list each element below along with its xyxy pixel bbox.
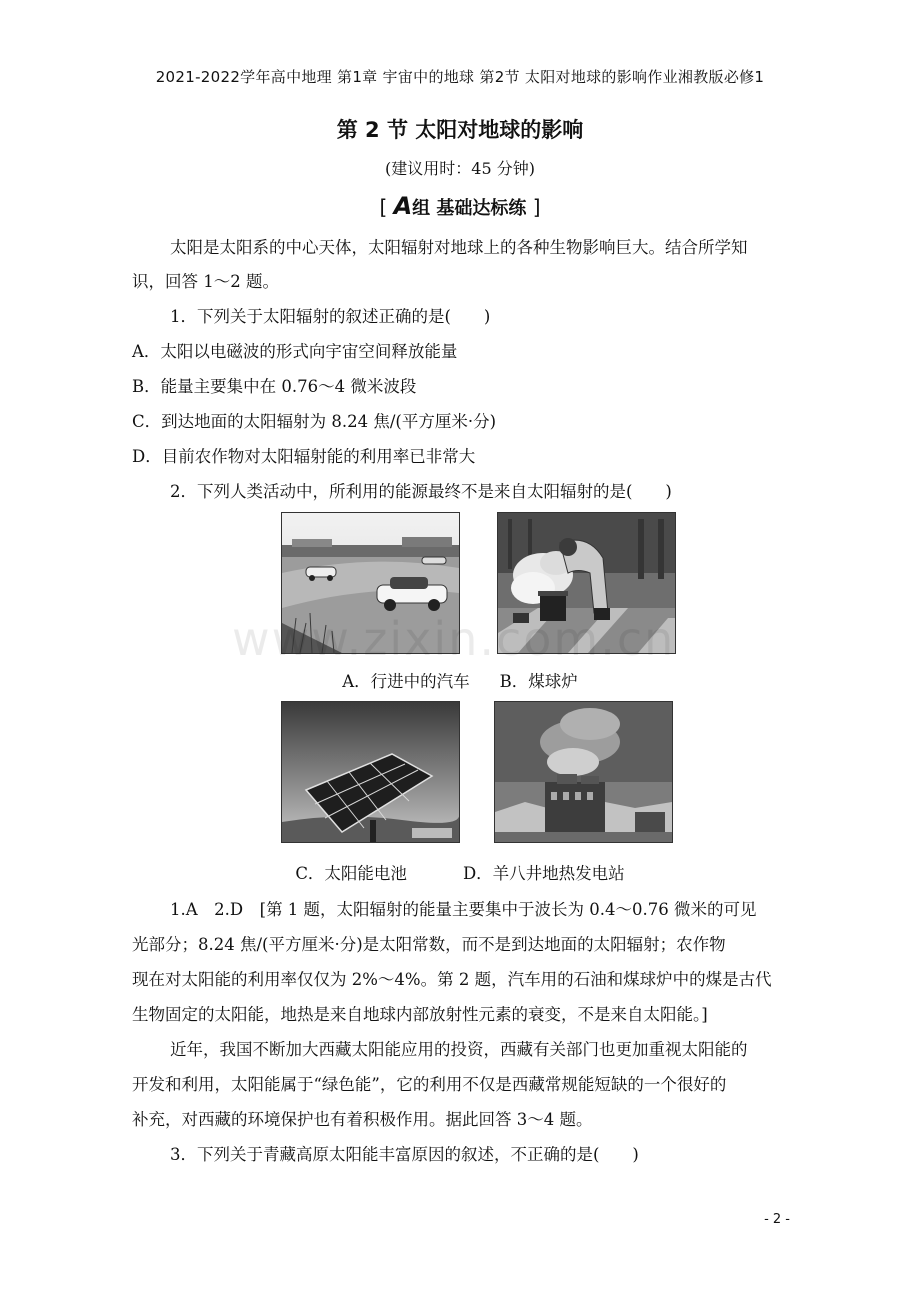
bracket-open: [ xyxy=(379,195,388,219)
intro1-line-1: 太阳是太阳系的中心天体，太阳辐射对地球上的各种生物影响巨大。结合所学知 xyxy=(170,238,748,257)
q3-stem: 3．下列关于青藏高原太阳能丰富原因的叙述，不正确的是( ) xyxy=(170,1145,639,1164)
intro2-line-2: 开发和利用，太阳能属于“绿色能”，它的利用不仅是西藏常规能短缺的一个很好的 xyxy=(132,1075,727,1094)
answer-line-3: 现在对太阳能的利用率仅仅为 2%～4%。第 2 题，汽车用的石油和煤球炉中的煤是古代 xyxy=(132,970,772,989)
photo-geothermal-station xyxy=(494,701,673,843)
photo-solar-panel xyxy=(281,701,460,843)
bracket-close: ] xyxy=(532,195,541,219)
page-number: - 2 - xyxy=(764,1212,790,1227)
answer-line-2: 光部分；8.24 焦/(平方厘米·分)是太阳常数，而不是到达地面的太阳辐射；农作物 xyxy=(132,935,726,954)
group-letter: A xyxy=(393,192,413,220)
suggested-time: (建议用时：45 分钟) xyxy=(385,159,535,178)
q1-option-c: C．到达地面的太阳辐射为 8.24 焦/(平方厘米·分) xyxy=(132,412,497,431)
q1-option-b: B．能量主要集中在 0.76～4 微米波段 xyxy=(132,377,417,396)
q1-option-a: A．太阳以电磁波的形式向宇宙空间释放能量 xyxy=(132,342,458,361)
q2-stem: 2．下列人类活动中，所利用的能源最终不是来自太阳辐射的是( ) xyxy=(170,482,672,501)
caption-a: A．行进中的汽车 xyxy=(342,672,470,691)
caption-row-cd xyxy=(0,860,920,884)
q1-stem: 1．下列关于太阳辐射的叙述正确的是( ) xyxy=(170,307,491,326)
document-header: 2021-2022学年高中地理 第1章 宇宙中的地球 第2节 太阳对地球的影响作业湘教版必修1 xyxy=(155,68,765,86)
section-title: 第 2 节 太阳对地球的影响 xyxy=(336,118,584,142)
watermark: www.zixin.com.cn xyxy=(232,612,676,666)
answer-line-4: 生物固定的太阳能，地热是来自地球内部放射性元素的衰变，不是来自太阳能。] xyxy=(132,1005,708,1024)
caption-row-ab xyxy=(0,668,920,692)
q1-option-d: D．目前农作物对太阳辐射能的利用率已非常大 xyxy=(132,447,476,466)
caption-d: D．羊八井地热发电站 xyxy=(462,864,625,883)
intro2-line-3: 补充，对西藏的环境保护也有着积极作用。据此回答 3～4 题。 xyxy=(132,1110,593,1129)
caption-c: C．太阳能电池 xyxy=(295,864,407,883)
answer-line-1: 1.A 2.D [第 1 题，太阳辐射的能量主要集中于波长为 0.4～0.76 微米的可见 xyxy=(170,900,757,919)
intro2-line-1: 近年，我国不断加大西藏太阳能应用的投资，西藏有关部门也更加重视太阳能的 xyxy=(170,1040,748,1059)
group-label: 组 基础达标练 xyxy=(412,198,527,219)
caption-b: B．煤球炉 xyxy=(499,672,578,691)
group-heading xyxy=(0,192,920,220)
intro1-line-2: 识，回答 1～2 题。 xyxy=(132,272,279,291)
